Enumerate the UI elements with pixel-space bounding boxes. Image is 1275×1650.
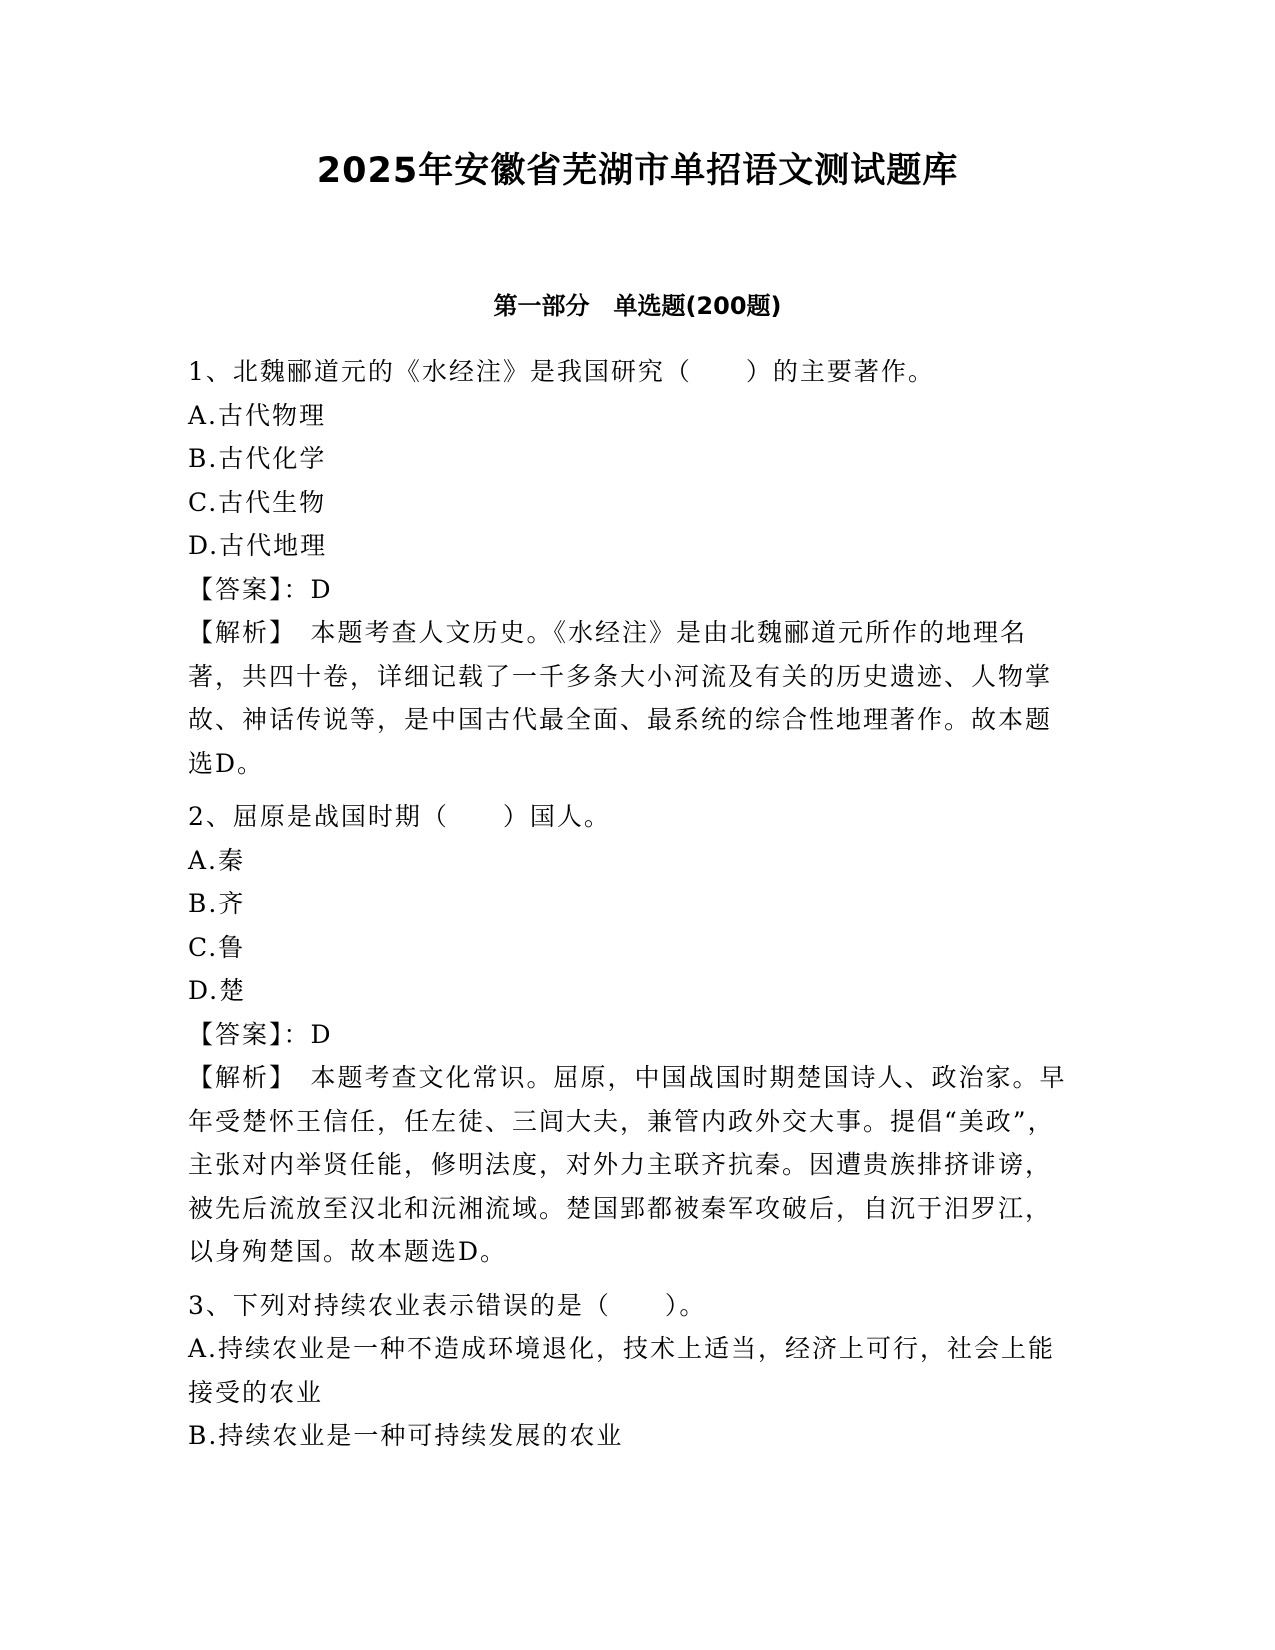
answer-label: 【答案】 xyxy=(188,1019,284,1049)
answer-row xyxy=(188,568,1068,612)
option-a: A.古代物理 xyxy=(188,400,327,430)
answer-label: 【答案】 xyxy=(188,574,284,604)
answer-value: ：D xyxy=(283,574,333,604)
analysis-text: 本题考查人文历史。《水经注》是由北魏郦道元所作的地理名著，共四十卷，详细记载了一千多条大小河流及有关的历史遗迹、人物掌故、神话传说等，是中国古代最全面、最系统的综合性地理著作。故本题选D。 xyxy=(188,618,1053,778)
option-b: B.持续农业是一种可持续发展的农业 xyxy=(188,1421,624,1450)
option-c: C.古代生物 xyxy=(188,487,327,517)
analysis-label: 【解析】 xyxy=(188,618,284,647)
section-title: 第一部分 单选题(200题) xyxy=(493,292,782,320)
analysis-row xyxy=(188,611,1068,785)
analysis-label: 【解析】 xyxy=(188,1063,284,1092)
option-b: B.齐 xyxy=(188,889,246,918)
option-a: A.持续农业是一种不造成环境退化，技术上适当，经济上可行，社会上能接受的农业 xyxy=(188,1334,1056,1407)
option-d: D.楚 xyxy=(188,976,247,1005)
question-3 xyxy=(188,1284,1068,1458)
document-title: 2025年安徽省芜湖市单招语文测试题库 xyxy=(316,151,959,191)
option-d: D.古代地理 xyxy=(188,531,328,560)
analysis-text: 本题考查文化常识。屈原，中国战国时期楚国诗人、政治家。早年受楚怀王信任，任左徒、三闾大夫，兼管内政外交大事。提倡“美政”，主张对内举贤任能，修明法度，对外力主联齐抗秦。因遭贵族排挤诽谤，被先后流放至汉北和沅湘流域。楚国郢都被秦军攻破后，自沉于汨罗江，以身殉楚国。故本题选D。 xyxy=(188,1063,1067,1266)
option-b: B.古代化学 xyxy=(188,444,327,473)
question-2 xyxy=(188,795,1068,1274)
option-c: C.鲁 xyxy=(188,932,246,962)
option-a: A.秦 xyxy=(188,845,246,875)
question-1 xyxy=(188,350,1068,785)
question-stem: 1、北魏郦道元的《水经注》是我国研究（ ）的主要著作。 xyxy=(188,357,935,386)
question-list xyxy=(188,350,1068,1458)
answer-value: ：D xyxy=(283,1019,333,1049)
question-stem: 3、下列对持续农业表示错误的是（ ）。 xyxy=(188,1290,707,1320)
analysis-row xyxy=(188,1056,1068,1274)
question-stem: 2、屈原是战国时期（ ）国人。 xyxy=(188,802,611,831)
answer-row xyxy=(188,1013,1068,1057)
